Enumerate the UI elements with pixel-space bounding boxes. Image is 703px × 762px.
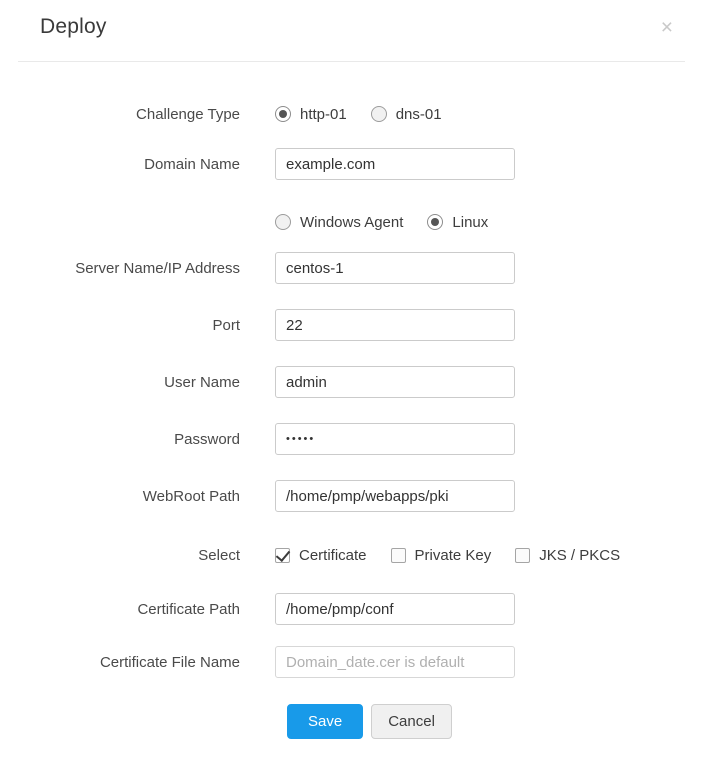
domain-name-input[interactable] <box>275 148 515 180</box>
action-buttons <box>287 704 703 739</box>
agent-type-row <box>0 212 703 232</box>
save-button[interactable]: Save <box>287 704 363 739</box>
password-row <box>0 423 703 455</box>
challenge-type-label: Challenge Type <box>136 105 240 123</box>
select-row <box>0 545 703 565</box>
dialog-title: Deploy <box>40 15 107 38</box>
server-row <box>0 252 703 284</box>
user-name-label: User Name <box>164 373 240 391</box>
checkbox-option-label: Private Key <box>414 546 492 564</box>
checkbox-option-private-key[interactable] <box>391 547 492 564</box>
user-name-input[interactable] <box>275 366 515 398</box>
radio-option-dns-01[interactable] <box>371 106 442 123</box>
certificate-file-name-input[interactable] <box>275 646 515 678</box>
password-label: Password <box>174 430 240 448</box>
port-input[interactable] <box>275 309 515 341</box>
certificate-path-input[interactable] <box>275 593 515 625</box>
challenge-type-row <box>0 104 703 124</box>
user-name-row <box>0 366 703 398</box>
domain-name-row <box>0 148 703 180</box>
server-input[interactable] <box>275 252 515 284</box>
radio-option-label: Linux <box>452 213 489 231</box>
webroot-path-row <box>0 480 703 512</box>
radio-option-linux[interactable] <box>427 214 488 231</box>
deploy-form <box>0 62 703 739</box>
checkbox-icon[interactable] <box>515 548 530 563</box>
checkbox-option-label: JKS / PKCS <box>539 546 621 564</box>
cancel-button[interactable]: Cancel <box>371 704 452 739</box>
radio-icon[interactable] <box>427 214 443 230</box>
port-row <box>0 309 703 341</box>
checkbox-icon[interactable] <box>275 548 290 563</box>
password-input[interactable] <box>275 423 515 455</box>
port-label: Port <box>212 316 240 334</box>
close-icon[interactable]: × <box>660 16 673 39</box>
server-label: Server Name/IP Address <box>75 259 240 277</box>
dialog-header <box>18 0 685 62</box>
domain-name-label: Domain Name <box>144 155 240 173</box>
checkbox-option-certificate[interactable] <box>275 547 367 564</box>
certificate-file-name-label: Certificate File Name <box>99 653 240 671</box>
certificate-path-label: Certificate Path <box>137 600 240 618</box>
checkbox-icon[interactable] <box>391 548 406 563</box>
radio-icon[interactable] <box>275 106 291 122</box>
radio-icon[interactable] <box>371 106 387 122</box>
checkbox-option-jks-pkcs[interactable] <box>515 547 620 564</box>
certificate-path-row <box>0 593 703 625</box>
radio-option-label: dns-01 <box>395 105 442 123</box>
webroot-path-label: WebRoot Path <box>142 487 240 505</box>
radio-option-label: http-01 <box>300 105 347 123</box>
radio-icon[interactable] <box>275 214 291 230</box>
select-label: Select <box>198 546 240 564</box>
checkbox-option-label: Certificate <box>299 546 367 564</box>
radio-option-label: Windows Agent <box>300 213 404 231</box>
radio-option-http-01[interactable] <box>275 106 347 123</box>
webroot-path-input[interactable] <box>275 480 515 512</box>
radio-option-windows-agent[interactable] <box>275 214 403 231</box>
certificate-file-name-row <box>0 646 703 678</box>
